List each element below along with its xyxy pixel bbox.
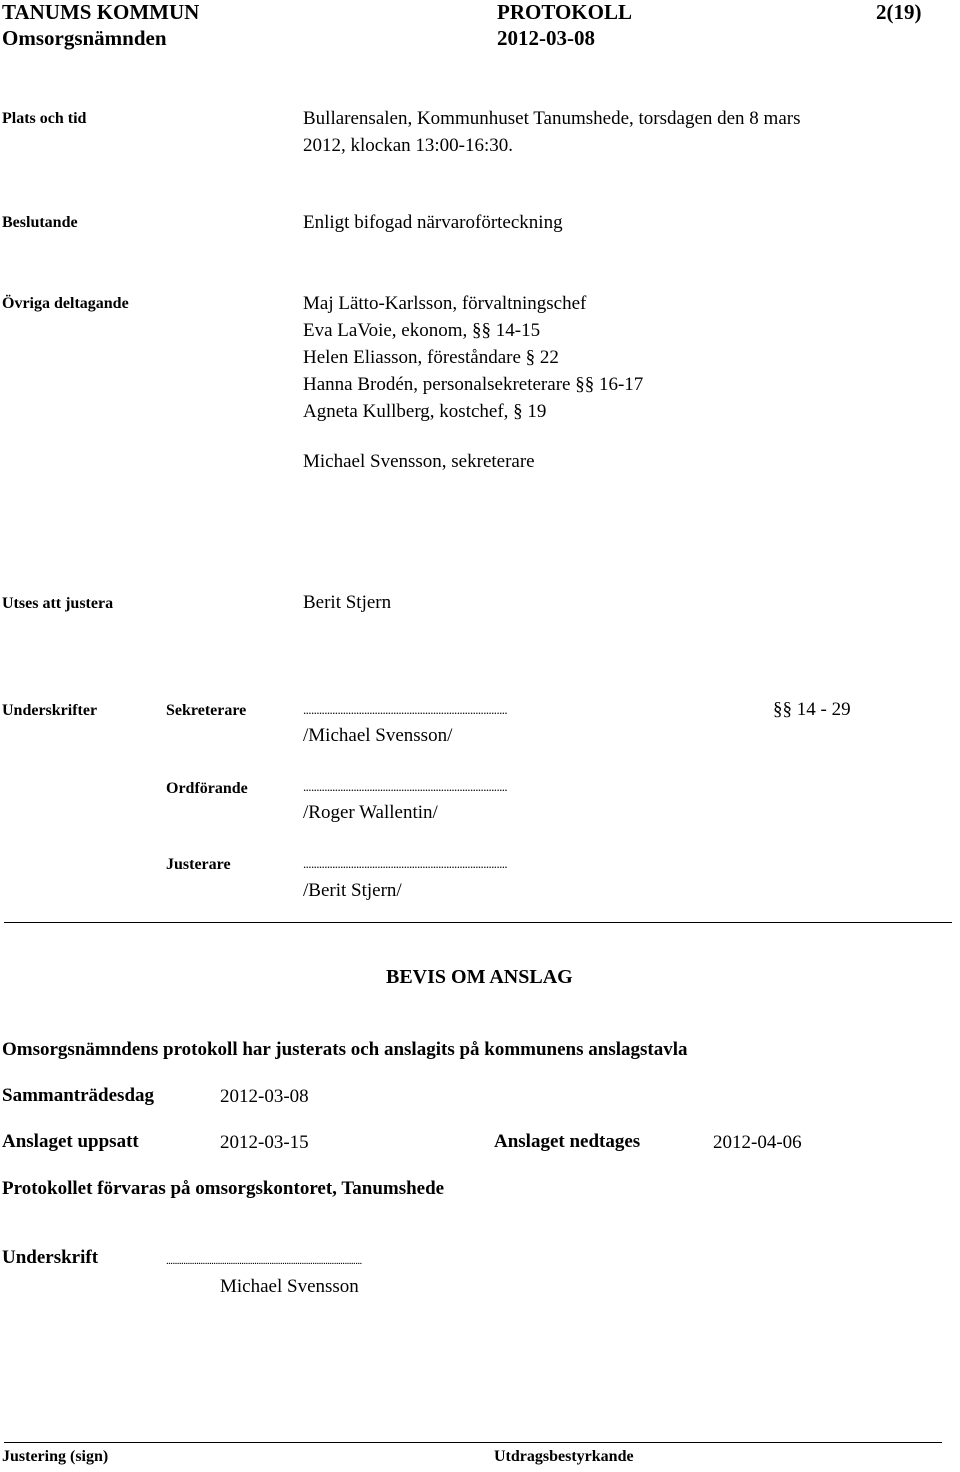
others-label: Övriga deltagande <box>2 295 129 312</box>
storage-note: Protokollet förvaras på omsorgskontoret, Tanumshede <box>2 1178 445 1199</box>
signature-name: /Berit Stjern/ <box>303 880 402 901</box>
notice-statement: Omsorgsnämndens protokoll har justerats och anslagits på kommunens anslagstavla <box>2 1039 688 1060</box>
underskrift-line: ........................................................................................... <box>166 1255 362 1267</box>
page-number: 2(19) <box>876 0 922 24</box>
removed-label: Anslaget nedtages <box>494 1131 641 1152</box>
adjust-label: Utses att justera <box>2 595 114 612</box>
signature-name: /Michael Svensson/ <box>303 725 453 746</box>
signature-role: Justerare <box>166 856 231 873</box>
meeting-day-label: Sammanträdesdag <box>2 1085 155 1106</box>
signature-label: Underskrift <box>2 1247 99 1268</box>
signature-paragraphs: §§ 14 - 29 <box>773 699 851 720</box>
participant: Hanna Brodén, personalsekreterare §§ 16-17 <box>303 374 644 395</box>
posted-label: Anslaget uppsatt <box>2 1131 139 1152</box>
signature-line: ............................................................................. <box>303 856 508 871</box>
signatures-label: Underskrifter <box>2 702 98 719</box>
removed-value: 2012-04-06 <box>713 1132 802 1153</box>
underskrift-name: Michael Svensson <box>220 1276 359 1297</box>
signature-line: ............................................................................. <box>303 779 508 794</box>
org-name: TANUMS KOMMUN <box>2 0 200 24</box>
signature-role: Sekreterare <box>166 702 247 719</box>
section-divider <box>4 922 952 923</box>
adjust-value: Berit Stjern <box>303 592 392 613</box>
posted-value: 2012-03-15 <box>220 1132 309 1153</box>
signature-line: ............................................................................. <box>303 702 508 717</box>
footer-divider <box>4 1442 942 1443</box>
others-list <box>303 290 643 425</box>
signature-name: /Roger Wallentin/ <box>303 802 438 823</box>
doc-type: PROTOKOLL <box>497 0 632 24</box>
footer-right: Utdragsbestyrkande <box>494 1448 634 1465</box>
place-line: Bullarensalen, Kommunhuset Tanumshede, torsdagen den 8 mars <box>303 108 801 129</box>
participant: Eva LaVoie, ekonom, §§ 14-15 <box>303 320 541 341</box>
participant: Maj Lätto-Karlsson, förvaltningschef <box>303 293 587 314</box>
place-label: Plats och tid <box>2 110 87 127</box>
place-line: 2012, klockan 13:00-16:30. <box>303 135 514 156</box>
place-value <box>303 105 801 159</box>
committee-name: Omsorgsnämnden <box>2 26 167 50</box>
footer-left: Justering (sign) <box>2 1448 109 1465</box>
participant: Helen Eliasson, föreståndare § 22 <box>303 347 559 368</box>
deciding-value: Enligt bifogad närvaroförteckning <box>303 212 563 233</box>
participant: Agneta Kullberg, kostchef, § 19 <box>303 401 547 422</box>
secretary-line: Michael Svensson, sekreterare <box>303 451 535 472</box>
meeting-date: 2012-03-08 <box>497 26 595 50</box>
signature-role: Ordförande <box>166 780 248 797</box>
notice-title: BEVIS OM ANSLAG <box>386 966 573 988</box>
deciding-label: Beslutande <box>2 214 78 231</box>
meeting-day-value: 2012-03-08 <box>220 1086 309 1107</box>
